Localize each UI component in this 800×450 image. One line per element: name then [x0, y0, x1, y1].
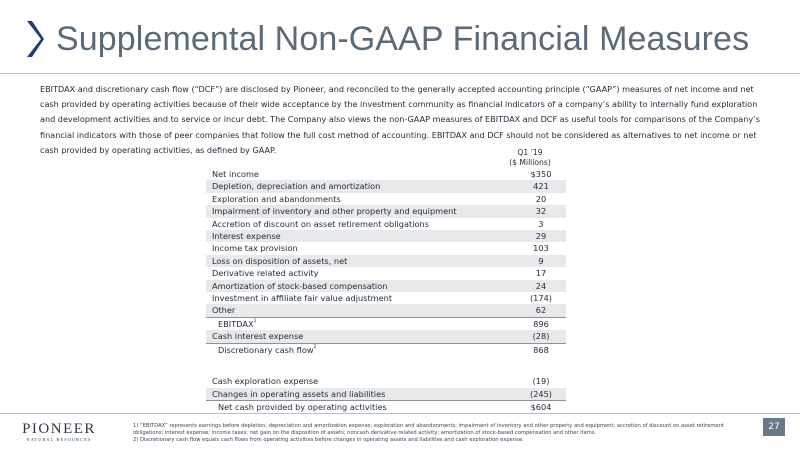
row-label: Accretion of discount on asset retirement obligations	[212, 218, 429, 229]
footnotes	[133, 423, 748, 445]
subtotal-row-ebitdax	[206, 317, 566, 330]
row-value: (28)	[516, 330, 566, 343]
logo-tagline: NATURAL RESOURCES	[26, 437, 92, 442]
header-divider	[0, 73, 800, 74]
row-label-cell	[206, 317, 516, 330]
footnote-1: 1) “EBITDAX” represents earnings before depletion, depreciation and amortization expense; exploration and abandonments; impairment of inventory and other property and equipment; accretion of discount on asset retirement obligations; interest expense; income taxes; net gain on the disposition of assets; noncash derivative related activity; amortization of stock-based compensation and other items.	[133, 423, 724, 437]
row-value: 62	[516, 304, 566, 317]
row-label-cell	[206, 343, 516, 356]
row-value: (245)	[516, 388, 566, 401]
row-label: Investment in affiliate fair value adjustment	[212, 293, 393, 304]
row-label: Impairment of inventory and other property and equipment	[206, 205, 516, 217]
row-label: Loss on disposition of assets, net	[206, 255, 516, 267]
spacer-row	[206, 356, 566, 375]
row-value: 20	[535, 193, 547, 204]
page-number-badge: 27	[763, 418, 785, 436]
row-label: Income tax provision	[212, 243, 298, 254]
row-value: 32	[516, 205, 566, 217]
row-value: 17	[535, 268, 547, 279]
chevron-right-icon	[24, 19, 44, 59]
row-label: Derivative related activity	[212, 268, 319, 279]
table-row	[206, 304, 566, 317]
table-row	[206, 242, 566, 254]
column-unit: ($ Millions)	[509, 158, 551, 167]
table-row	[206, 193, 566, 205]
row-value: (174)	[529, 293, 553, 304]
row-value: 29	[516, 230, 566, 242]
row-value: 896	[533, 318, 549, 329]
row-label: EBITDAX	[218, 318, 254, 329]
row-label: Depletion, depreciation and amortization	[206, 180, 516, 192]
row-value: (19)	[532, 376, 550, 387]
table-row	[206, 218, 566, 230]
table-row	[206, 180, 566, 192]
table-row	[206, 230, 566, 242]
company-logo	[18, 421, 100, 443]
total-row	[206, 400, 566, 413]
table-row	[206, 205, 566, 217]
row-label: Cash interest expense	[206, 330, 516, 343]
table-row	[206, 292, 566, 304]
row-value: 9	[516, 255, 566, 267]
row-label: Cash exploration expense	[212, 376, 319, 387]
reconciliation-table	[206, 168, 566, 413]
column-header	[497, 148, 563, 168]
column-period: Q1 ’19	[517, 148, 543, 157]
row-label: Discretionary cash flow	[218, 344, 314, 355]
row-value: 103	[533, 243, 549, 254]
row-label: Exploration and abandonments	[212, 193, 341, 204]
table-row	[206, 375, 566, 387]
footnote-marker: 2	[313, 344, 317, 350]
row-label: Net cash provided by operating activities	[218, 401, 387, 412]
row-label: Net income	[212, 169, 259, 179]
row-value: $604	[530, 401, 552, 412]
table-row	[206, 280, 566, 292]
row-label: Interest expense	[206, 230, 516, 242]
row-label: Changes in operating assets and liabilities	[206, 388, 516, 401]
row-value: 421	[516, 180, 566, 192]
footnote-marker: 1	[253, 318, 257, 324]
footnote-2: 2) Discretionary cash flow equals cash flows from operating activities before changes in operating assets and liabilities and cash exploration expense.	[133, 437, 524, 444]
table-row	[206, 330, 566, 343]
row-value: 24	[516, 280, 566, 292]
intro-text: EBITDAX and discretionary cash flow (“DCF”) are disclosed by Pioneer, and reconciled to the generally accepted accounting principle (“GAAP”) measures of net income and net cash provided by operating activities because of their wide acceptance by the investment community as financial indicators of a company’s ability to internally fund exploration and development activities and to service or incur debt. The Company also views the non-GAAP measures of EBITDAX and DCF as useful tools for comparisons of the Company’s financial indicators with those of peer companies that follow the full cost method of accounting. EBITDAX and DCF should not be considered as alternatives to net income or net cash provided by operating activities, as defined by GAAP.	[40, 84, 760, 155]
logo-name: PIONEER	[22, 421, 96, 437]
row-value: 868	[533, 344, 549, 355]
table-row	[206, 255, 566, 267]
row-label: Other	[206, 304, 516, 317]
table-row	[206, 388, 566, 401]
table-row	[206, 168, 566, 180]
intro-paragraph	[40, 82, 760, 158]
title-row	[24, 12, 749, 66]
row-value: 3	[538, 218, 544, 229]
row-value: $350	[530, 169, 552, 179]
row-label: Amortization of stock-based compensation	[206, 280, 516, 292]
page-title: Supplemental Non-GAAP Financial Measures	[56, 19, 750, 58]
table-row	[206, 267, 566, 279]
subtotal-row-dcf	[206, 343, 566, 356]
footer-divider	[0, 413, 800, 414]
